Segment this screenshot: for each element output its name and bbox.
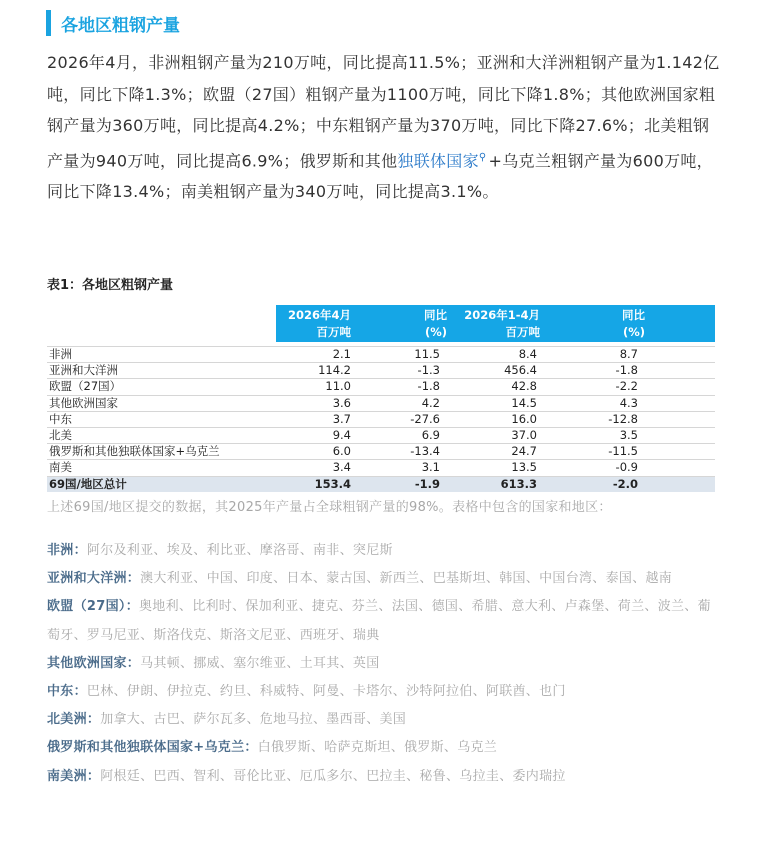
row-value: 2.1 bbox=[332, 347, 351, 361]
intro-paragraph bbox=[47, 47, 722, 208]
row-value: 4.3 bbox=[619, 395, 638, 410]
region-item bbox=[47, 650, 722, 678]
row-value: 14.5 bbox=[511, 395, 537, 410]
region-item bbox=[47, 706, 722, 734]
row-value: 6.9 bbox=[421, 427, 440, 442]
row-value: -11.5 bbox=[608, 444, 638, 459]
total-value: -2.0 bbox=[612, 476, 638, 491]
total-value: -1.9 bbox=[414, 476, 440, 491]
row-value: 3.4 bbox=[332, 460, 351, 475]
table-title: 表1：各地区粗钢产量 bbox=[47, 278, 174, 293]
region-label: 俄罗斯和其他独联体国家+乌克兰： bbox=[47, 740, 258, 756]
table-row bbox=[47, 347, 715, 363]
region-label: 北美洲： bbox=[47, 712, 101, 728]
intro-text-before-link: 2026年4月，非洲粗钢产量为210万吨，同比提高11.5%；亚洲和大洋洲粗钢产量为1.142亿吨，同比下降1.3%；欧盟（27国）粗钢产量为1100万吨，同比下降1.8%；其他欧洲国家粗钢产量为360万吨，同比提高4.2%；中东粗钢产量为370万吨，同比下降27.6%；北美粗钢产量为940万吨，同比提高6.9%；俄罗斯和其他 bbox=[47, 53, 720, 170]
row-value: 24.7 bbox=[511, 444, 537, 459]
row-value: -12.8 bbox=[608, 411, 638, 426]
region-countries: 奥地利、比利时、保加利亚、捷克、芬兰、法国、德国、希腊、意大利、卢森堡、荷兰、波兰、葡萄牙、罗马尼亚、斯洛伐克、斯洛文尼亚、西班牙、瑞典 bbox=[47, 599, 711, 643]
region-countries: 白俄罗斯、哈萨克斯坦、俄罗斯、乌克兰 bbox=[257, 740, 498, 756]
row-value: 4.2 bbox=[421, 395, 440, 410]
total-value: 153.4 bbox=[314, 476, 351, 491]
row-name: 其他欧洲国家 bbox=[49, 395, 118, 410]
section-header bbox=[46, 10, 180, 36]
total-value: 613.3 bbox=[500, 476, 537, 491]
region-item bbox=[47, 763, 722, 791]
production-table bbox=[47, 305, 715, 492]
row-value: 37.0 bbox=[511, 427, 537, 442]
row-value: -1.8 bbox=[615, 363, 638, 378]
header-col2: 同比 (%) bbox=[424, 308, 447, 339]
region-countries: 阿根廷、巴西、智利、哥伦比亚、厄瓜多尔、巴拉圭、秘鲁、乌拉圭、委内瑞拉 bbox=[100, 768, 566, 784]
table-row bbox=[47, 379, 715, 395]
cis-link[interactable]: 独联体国家 bbox=[397, 150, 479, 170]
region-list bbox=[47, 537, 722, 791]
table-row bbox=[47, 396, 715, 412]
region-label: 中东： bbox=[47, 684, 87, 700]
region-countries: 澳大利亚、中国、印度、日本、蒙古国、新西兰、巴基斯坦、韩国、中国台湾、泰国、越南 bbox=[140, 571, 673, 587]
table-row bbox=[47, 412, 715, 428]
region-countries: 阿尔及利亚、埃及、利比亚、摩洛哥、南非、突尼斯 bbox=[86, 543, 393, 558]
table-row bbox=[47, 444, 715, 460]
table-total-row bbox=[47, 477, 715, 492]
region-label: 非洲： bbox=[47, 543, 87, 558]
total-name: 69国/地区总计 bbox=[49, 476, 127, 491]
row-value: -1.3 bbox=[417, 363, 440, 378]
row-value: 9.4 bbox=[332, 427, 351, 442]
row-value: -2.2 bbox=[615, 379, 638, 394]
row-value: -1.8 bbox=[417, 379, 440, 394]
intro-text-after-link: +乌克兰粗钢产量为600万吨，同比下降13.4%；南美粗钢产量为340万吨，同比提高3.1%。 bbox=[47, 150, 713, 202]
row-value: 3.7 bbox=[332, 411, 351, 426]
region-countries: 马其顿、挪威、塞尔维亚、土耳其、英国 bbox=[140, 655, 380, 671]
row-value: 8.4 bbox=[518, 347, 537, 361]
region-item bbox=[47, 593, 722, 649]
table-row bbox=[47, 428, 715, 444]
row-name: 中东 bbox=[49, 411, 72, 426]
row-name: 俄罗斯和其他独联体国家+乌克兰 bbox=[49, 444, 220, 459]
row-name: 北美 bbox=[49, 427, 72, 442]
region-item bbox=[47, 734, 722, 762]
table-row bbox=[47, 460, 715, 476]
row-name: 欧盟（27国） bbox=[49, 379, 122, 394]
row-value: 3.1 bbox=[421, 460, 440, 475]
region-item bbox=[47, 537, 722, 565]
row-name: 南美 bbox=[49, 460, 72, 475]
table-row bbox=[47, 363, 715, 379]
section-title: 各地区粗钢产量 bbox=[61, 15, 180, 36]
header-col1: 2026年4月 百万吨 bbox=[287, 308, 351, 339]
region-countries: 巴林、伊朗、伊拉克、约旦、科威特、阿曼、卡塔尔、沙特阿拉伯、阿联酋、也门 bbox=[86, 684, 566, 700]
region-label: 亚洲和大洋洲： bbox=[47, 571, 141, 587]
region-item bbox=[47, 678, 722, 706]
table-body bbox=[47, 346, 715, 492]
row-value: -13.4 bbox=[410, 444, 440, 459]
row-value: 114.2 bbox=[318, 363, 351, 378]
row-value: 16.0 bbox=[511, 411, 537, 426]
region-item bbox=[47, 565, 722, 593]
row-value: 456.4 bbox=[504, 363, 537, 378]
row-name: 非洲 bbox=[49, 347, 72, 361]
row-value: 11.5 bbox=[414, 347, 440, 361]
region-label: 其他欧洲国家： bbox=[47, 655, 141, 671]
row-value: 3.5 bbox=[619, 427, 638, 442]
row-value: 11.0 bbox=[325, 379, 351, 394]
row-value: 13.5 bbox=[511, 460, 537, 475]
row-value: -27.6 bbox=[410, 411, 440, 426]
header-col4: 同比 (%) bbox=[622, 308, 645, 339]
region-label: 南美洲： bbox=[47, 768, 101, 784]
row-value: 42.8 bbox=[511, 379, 537, 394]
row-value: 3.6 bbox=[332, 395, 351, 410]
row-name: 亚洲和大洋洲 bbox=[49, 363, 118, 378]
row-value: 8.7 bbox=[619, 347, 638, 361]
row-value: 6.0 bbox=[332, 444, 351, 459]
row-value: -0.9 bbox=[615, 460, 638, 475]
table-note: 上述69国/地区提交的数据，其2025年产量占全球粗钢产量的98%。表格中包含的国家和地区： bbox=[47, 500, 612, 515]
search-icon[interactable]: ⚲ bbox=[478, 151, 487, 163]
region-label: 欧盟（27国）： bbox=[47, 599, 139, 615]
table-header bbox=[47, 305, 715, 342]
header-col3: 2026年1-4月 百万吨 bbox=[464, 308, 540, 339]
region-countries: 加拿大、古巴、萨尔瓦多、危地马拉、墨西哥、美国 bbox=[100, 712, 407, 728]
